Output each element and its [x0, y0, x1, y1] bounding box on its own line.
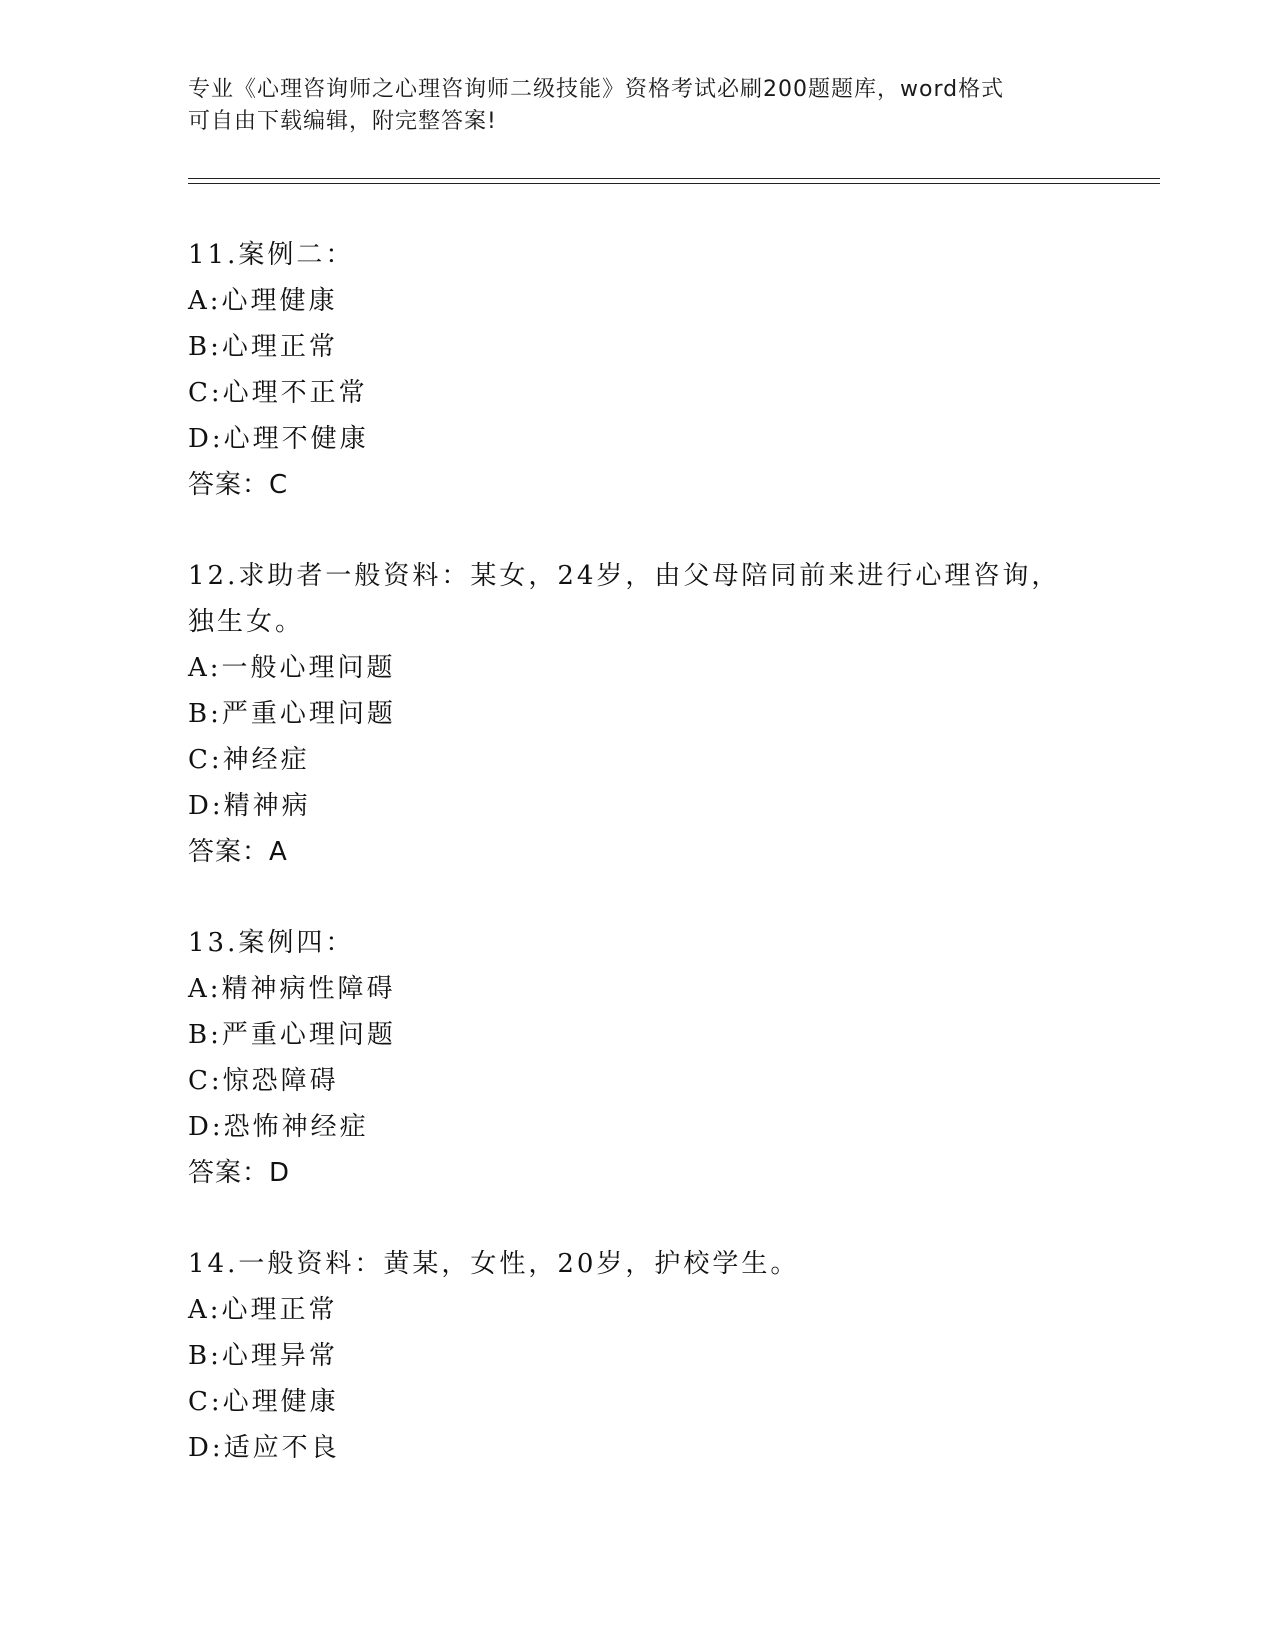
answer: 答案：C — [188, 470, 289, 500]
option-d: D:恐怖神经症 — [188, 1112, 369, 1142]
option-a: A:精神病性障碍 — [188, 974, 396, 1004]
question-stem: 12.求助者一般资料：某女，24岁，由父母陪同前来进行心理咨询，独生女。 — [188, 561, 1061, 637]
question-stem: 13.案例四： — [188, 928, 355, 958]
question-13 — [188, 920, 1088, 1196]
header-rule-top — [188, 178, 1160, 179]
option-c: C:心理不正常 — [188, 378, 368, 408]
document-header — [188, 74, 1088, 138]
option-c: C:心理健康 — [188, 1387, 339, 1417]
option-d: D:适应不良 — [188, 1433, 340, 1463]
option-b: B:严重心理问题 — [188, 1020, 396, 1050]
option-c: C:惊恐障碍 — [188, 1066, 339, 1096]
question-stem: 11.案例二： — [188, 240, 355, 270]
answer: 答案：D — [188, 1158, 291, 1188]
option-b: B:心理正常 — [188, 332, 338, 362]
header-rule-bottom — [188, 183, 1160, 184]
option-b: B:心理异常 — [188, 1341, 338, 1371]
option-c: C:神经症 — [188, 745, 310, 775]
question-14 — [188, 1241, 1088, 1471]
question-list — [188, 232, 1088, 1471]
question-12 — [188, 553, 1088, 875]
question-stem: 14.一般资料：黄某，女性，20岁，护校学生。 — [188, 1249, 800, 1279]
option-a: A:心理正常 — [188, 1295, 338, 1325]
option-a: A:一般心理问题 — [188, 653, 396, 683]
header-line-1: 专业《心理咨询师之心理咨询师二级技能》资格考试必刷200题题库，word格式 — [188, 77, 1005, 102]
answer: 答案：A — [188, 837, 288, 867]
option-d: D:精神病 — [188, 791, 311, 821]
header-line-2: 可自由下载编辑，附完整答案! — [188, 109, 497, 134]
option-b: B:严重心理问题 — [188, 699, 396, 729]
option-d: D:心理不健康 — [188, 424, 369, 454]
question-11 — [188, 232, 1088, 508]
option-a: A:心理健康 — [188, 286, 338, 316]
